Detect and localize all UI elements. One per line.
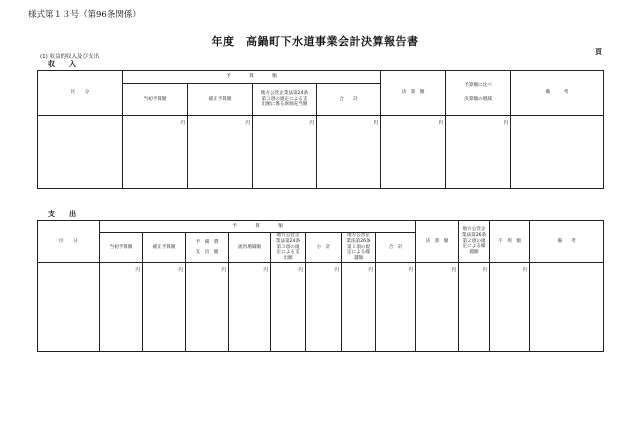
reserve-line-1: 予 備 費 — [195, 239, 219, 245]
law24e-line-3: 第３項の規 — [276, 244, 300, 250]
expenditure-initial-budget-cell: 円 — [100, 263, 143, 352]
expenditure-initial-budget-header: 当初予算額 — [100, 233, 143, 263]
expenditure-remarks-cell — [530, 263, 604, 352]
expenditure-law26-cell: 円 — [342, 263, 376, 352]
expenditure-transfer-header: 流用増減額 — [229, 233, 271, 263]
section-subtitle: (1) 収益的収入及び支出 — [40, 54, 100, 60]
law24-line-3: 出額に係る財源充当額 — [261, 102, 308, 108]
expenditure-carryover-header — [459, 221, 490, 263]
revenue-total-cell: 円 — [317, 116, 381, 189]
comparison-line-2: 決算額の増減 — [464, 97, 492, 102]
revenue-law24-header — [253, 84, 317, 116]
revenue-comparison-header — [446, 71, 511, 116]
law26-line-1: 地方公営企 — [347, 233, 370, 239]
expenditure-total-header: 合 計 — [376, 233, 416, 263]
revenue-total-header: 合 計 — [317, 84, 381, 116]
revenue-settlement-header: 決 算 額 — [381, 71, 446, 116]
revenue-remarks-header: 備 考 — [511, 71, 604, 116]
law24e-line-2: 業法第24条 — [275, 238, 301, 244]
revenue-category-cell — [38, 116, 123, 189]
expenditure-table — [37, 220, 604, 352]
revenue-remarks-cell — [511, 116, 604, 189]
law24-line-1: 地方公営企業法第24条 — [260, 90, 309, 96]
expenditure-law24-cell: 円 — [271, 263, 306, 352]
revenue-heading: 収 入 — [48, 60, 76, 68]
expenditure-carryover-cell: 円 — [459, 263, 490, 352]
reserve-line-2: 支 出 額 — [195, 249, 219, 255]
law24e-line-4: 定による支 — [276, 250, 300, 256]
law24e-line-5: 出額 — [283, 256, 293, 262]
form-number: 様式第１３号（第96条関係） — [28, 10, 141, 20]
revenue-settlement-cell: 円 — [381, 116, 446, 189]
revenue-law24-cell: 円 — [253, 116, 317, 189]
expenditure-heading: 支 出 — [48, 210, 76, 218]
comparison-line-1: 予算額に比べ — [464, 83, 492, 89]
expenditure-law26-header — [342, 233, 376, 263]
expenditure-category-cell — [38, 263, 100, 352]
revenue-revised-budget-header: 補正予算額 — [188, 84, 253, 116]
carry-line-5: 越額 — [469, 250, 479, 256]
law26-line-4: 定による繰 — [347, 250, 370, 256]
law26-line-3: 第１項の規 — [347, 244, 370, 250]
expenditure-revised-budget-header: 補正予算額 — [143, 233, 186, 263]
law24e-line-1: 地方公営企 — [276, 233, 300, 239]
revenue-revised-budget-cell: 円 — [188, 116, 253, 189]
expenditure-unused-header: 不 用 額 — [490, 221, 530, 263]
expenditure-revised-budget-cell: 円 — [143, 263, 186, 352]
expenditure-subtotal-header: 小 計 — [306, 233, 342, 263]
carry-line-2: 業法第26条 — [461, 232, 487, 238]
expenditure-settlement-cell: 円 — [416, 263, 459, 352]
revenue-comparison-cell: 円 — [446, 116, 511, 189]
law26-line-5: 越額 — [353, 256, 364, 262]
expenditure-reserve-header — [186, 233, 229, 263]
revenue-initial-budget-cell: 円 — [123, 116, 188, 189]
expenditure-budget-header: 予 算 額 — [100, 221, 416, 233]
expenditure-settlement-header: 決 算 額 — [416, 221, 459, 263]
revenue-initial-budget-header: 当初予算額 — [123, 84, 188, 116]
expenditure-unused-cell: 円 — [490, 263, 530, 352]
page-label: 頁 — [595, 48, 602, 56]
carry-line-4: 定による繰 — [462, 244, 486, 250]
expenditure-total-cell: 円 — [376, 263, 416, 352]
revenue-category-header: 区 分 — [38, 71, 123, 116]
revenue-budget-header: 予 算 額 — [123, 71, 381, 84]
revenue-table — [37, 70, 604, 189]
expenditure-reserve-cell: 円 — [186, 263, 229, 352]
law24-line-2: 第３項の規定による支 — [261, 96, 308, 102]
carry-line-3: 第２項の規 — [462, 238, 486, 244]
expenditure-transfer-cell: 円 — [229, 263, 271, 352]
expenditure-remarks-header: 備 考 — [530, 221, 604, 263]
law26-line-2: 業法第26条 — [346, 238, 371, 244]
expenditure-subtotal-cell: 円 — [306, 263, 342, 352]
expenditure-category-header: 区 分 — [38, 221, 100, 263]
carry-line-1: 地方公営企 — [462, 227, 486, 233]
page-title: 年度 高鍋町下水道事業会計決算報告書 — [211, 35, 419, 48]
expenditure-law24-header — [271, 233, 306, 263]
